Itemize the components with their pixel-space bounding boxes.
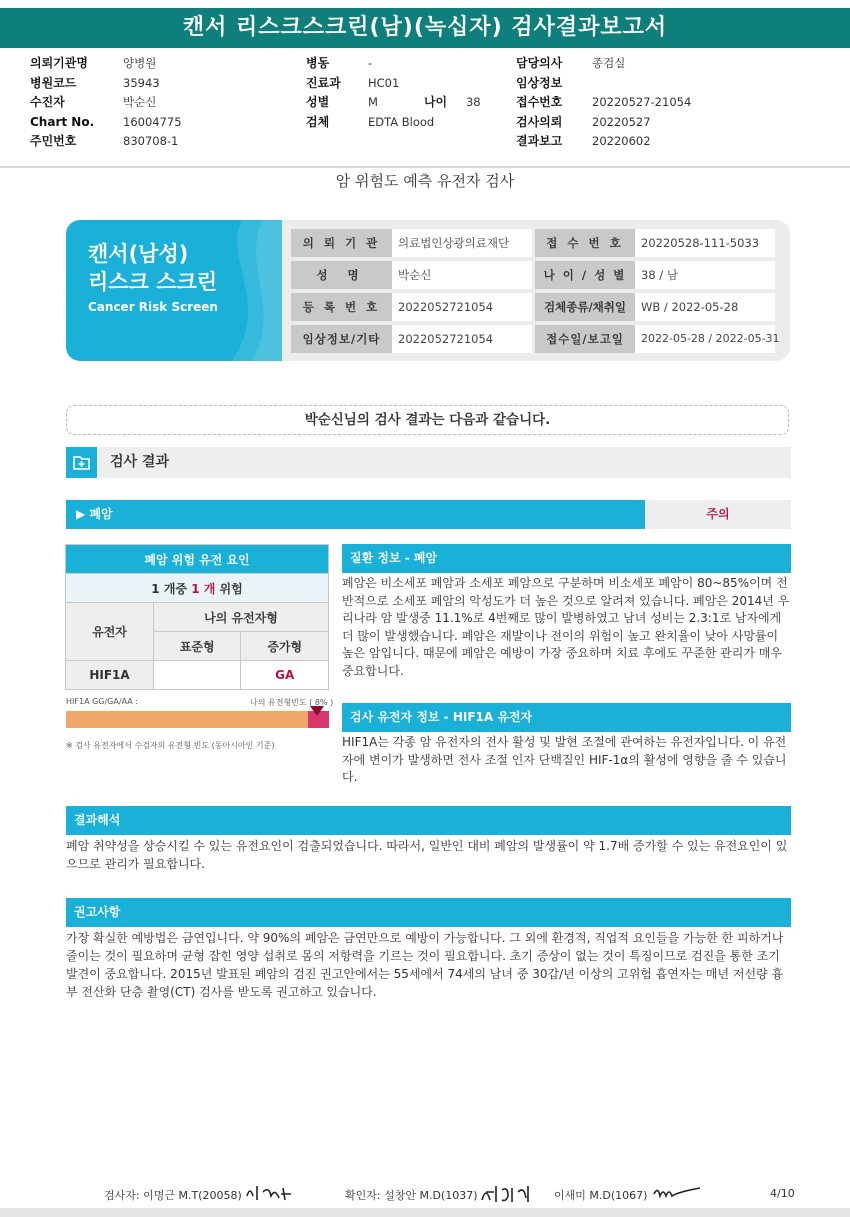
cancer-name: ▶ 폐암 xyxy=(66,500,645,529)
card-row xyxy=(291,229,775,257)
header-value: 박순신 xyxy=(123,95,157,109)
header-col-3 xyxy=(516,54,691,152)
test-name-line2: 리스크 스크린 xyxy=(88,270,218,294)
header-label: 검사의뢰 xyxy=(516,114,563,129)
page-number: 4/10 xyxy=(770,1187,795,1200)
gene-info-title: 검사 유전자 정보 - HIF1A 유전자 xyxy=(342,703,791,732)
card-key: 성 명 xyxy=(291,261,392,289)
header-value: 20220527-21054 xyxy=(592,95,692,109)
frequency-note: ※ 검사 유전자에서 수검자의 유전형 빈도 (동아시아인 기준) xyxy=(66,741,275,750)
header-label: 병동 xyxy=(306,56,330,70)
header-value: 양병원 xyxy=(123,56,157,70)
page-bottom-bar xyxy=(0,1208,850,1217)
header-value: M xyxy=(368,95,378,109)
test-name-line1: 캔서(남성) xyxy=(88,242,189,266)
patient-info-card xyxy=(66,220,790,361)
page-subtitle: 암 위험도 예측 유전자 검사 xyxy=(335,172,515,190)
header-value: 16004775 xyxy=(123,114,182,129)
card-value: 20220528-111-5033 xyxy=(635,229,775,257)
card-key: 의 뢰 기 관 xyxy=(291,229,392,257)
col-header-normal: 표준형 xyxy=(154,632,241,661)
header-col-1 xyxy=(30,54,182,152)
card-row xyxy=(291,293,775,321)
card-value: 박순신 xyxy=(392,261,532,289)
test-name-panel xyxy=(66,220,282,361)
disease-info-title: 질환 정보 - 폐암 xyxy=(342,544,791,573)
disease-info-text: 폐암은 비소세포 폐암과 소세포 폐암으로 구분하며 비소세포 폐암이 80~85%이며 전반적으로 소세포 폐암의 악성도가 더 높은 것으로 알려져 있습니다. 폐암은 2014년 우리나라 암 발생중 11.1%로 4번째로 많이 발병하였고 남녀 성비는 2.3:1로 남자에게 더 많이 발생했습니다. 폐암은 재발이나 전이의 위험이 높고 완치율이 낮아 사망률이 높은 암입니다. 때문에 폐암은 예방이 가장 중요하며 치료 후에도 꾸준한 관리가 매우 중요합니다. xyxy=(342,576,790,678)
examiner-signature-icon xyxy=(245,1182,295,1204)
interpretation-text: 폐암 취약성을 상승시킬 수 있는 유전요인이 검출되었습니다. 따라서, 일반인 대비 폐암의 발생률이 약 1.7배 증가할 수 있는 유전요인이 있으므로 관리가 필요합니다. xyxy=(66,839,788,871)
table-row xyxy=(66,661,329,690)
recommendation-title: 권고사항 xyxy=(66,898,791,927)
gene-name: HIF1A xyxy=(66,661,154,690)
test-name-title xyxy=(88,240,217,296)
header-label: 수진자 xyxy=(30,95,65,109)
card-row xyxy=(291,261,775,289)
header-label: Chart No. xyxy=(30,114,95,129)
summary-suffix: 위험 xyxy=(219,581,243,596)
test-name-english: Cancer Risk Screen xyxy=(88,300,218,314)
header-value: HC01 xyxy=(368,75,400,90)
card-value: 의료법인상광의료재단 xyxy=(392,229,532,257)
examiner: 검사자: 이명근 M.T(20058) xyxy=(104,1189,242,1202)
card-key: 임상정보/기타 xyxy=(291,325,392,353)
card-row xyxy=(291,325,780,353)
card-key: 검체종류/채취일 xyxy=(535,293,635,321)
header-value: 830708-1 xyxy=(123,134,179,148)
gene-table-summary xyxy=(66,574,329,603)
age-label: 나이 xyxy=(423,95,448,109)
wave-decoration-icon xyxy=(212,220,282,361)
header-label: 성별 xyxy=(306,95,330,109)
card-value: 2022052721054 xyxy=(392,293,532,321)
genotype-normal xyxy=(154,661,241,690)
header-label: 의뢰기관명 xyxy=(30,56,88,70)
col-header-gene: 유전자 xyxy=(66,603,154,661)
age-value: 38 xyxy=(465,95,481,109)
card-value: 2022052721054 xyxy=(392,325,532,353)
header-value: EDTA Blood xyxy=(368,114,435,129)
doctor: 이새미 M.D(1067) xyxy=(554,1189,648,1202)
confirmer-signature-icon xyxy=(480,1182,536,1206)
signature-footer xyxy=(0,1187,850,1203)
recommendation-text: 가장 확실한 예방법은 금연입니다. 약 90%의 폐암은 금연만으로 예방이 가능합니다. 그 외에 환경적, 직업적 요인들을 가능한 한 피하거나 줄이는 것이 필요하며 균형 잡힌 영양 섭취로 몸의 저항력을 기르는 것이 필요합니다. 초기 증상이 없는 것이 특징이므로 검진을 통한 조기 발견이 중요합니다. 2015년 발표된 폐암의 검진 권고안에서는 55세에서 74세의 남녀 중 30갑/년 이상의 고위험 흡연자는 매년 저선량 흉부 전산화 단층 촬영(CT) 검사를 받도록 권고하고 있습니다. xyxy=(66,931,784,999)
folder-plus-icon xyxy=(66,447,97,478)
card-key: 접 수 번 호 xyxy=(535,229,635,257)
header-value: 35943 xyxy=(123,75,160,90)
marker-arrow-icon xyxy=(310,706,324,716)
card-value: 38 / 남 xyxy=(635,261,775,289)
card-value: 2022-05-28 / 2022-05-31 xyxy=(635,325,775,353)
frequency-bar xyxy=(66,711,329,728)
header-label: 병원코드 xyxy=(30,75,77,90)
frequency-label: HIF1A GG/GA/AA : xyxy=(66,697,138,706)
card-key: 접수일/보고일 xyxy=(535,325,635,353)
header-col-2 xyxy=(306,54,481,132)
gene-table-title: 폐암 위험 유전 요인 xyxy=(66,545,329,574)
header-value: 20220527 xyxy=(592,114,651,129)
my-frequency-label: 나의 유전형빈도 ( 8% ) xyxy=(250,698,334,707)
card-key: 나 이 / 성 별 xyxy=(535,261,635,289)
header-label: 주민번호 xyxy=(30,134,77,148)
gene-risk-table xyxy=(65,544,329,690)
card-key: 등 록 번 호 xyxy=(291,293,392,321)
summary-count: 1 개 xyxy=(191,581,216,596)
header-value: - xyxy=(368,56,373,70)
section-title-text: 검사 결과 xyxy=(110,454,169,470)
col-header-risk: 증가형 xyxy=(241,632,329,661)
cancer-result-bar xyxy=(66,500,791,529)
section-title-results xyxy=(66,447,791,478)
summary-prefix: 1 개중 xyxy=(151,581,188,596)
header-label: 담당의사 xyxy=(516,56,563,70)
gene-info-text: HIF1A는 각종 암 유전자의 전사 활성 및 발현 조절에 관여하는 유전자입니다. 이 유전자에 변이가 발생하면 전사 조절 인자 단백질인 HIF-1α의 활성에 영향을 줄 수 있습니다. xyxy=(342,735,787,784)
header-label: 진료과 xyxy=(306,75,341,90)
card-value: WB / 2022-05-28 xyxy=(635,293,775,321)
result-intro: 박순신님의 검사 결과는 다음과 같습니다. xyxy=(66,405,789,435)
report-header xyxy=(0,54,850,164)
header-label: 임상정보 xyxy=(516,75,563,90)
header-value: 종검실 xyxy=(592,56,626,70)
report-title: 캔서 리스크스크린(남)(녹십자) 검사결과보고서 xyxy=(0,8,850,48)
interpretation-title: 결과해석 xyxy=(66,806,791,835)
status-badge: 주의 xyxy=(645,500,791,529)
confirmer: 확인자: 설창안 M.D(1037) xyxy=(345,1189,478,1202)
col-header-my-genotype: 나의 유전자형 xyxy=(154,603,329,632)
genotype-risk: GA xyxy=(241,661,329,690)
header-divider xyxy=(0,166,850,168)
header-label: 결과보고 xyxy=(516,134,563,148)
header-value: 20220602 xyxy=(592,134,651,148)
header-label: 접수번호 xyxy=(516,95,563,109)
doctor-signature-icon xyxy=(652,1182,702,1200)
header-label: 검체 xyxy=(306,114,330,129)
